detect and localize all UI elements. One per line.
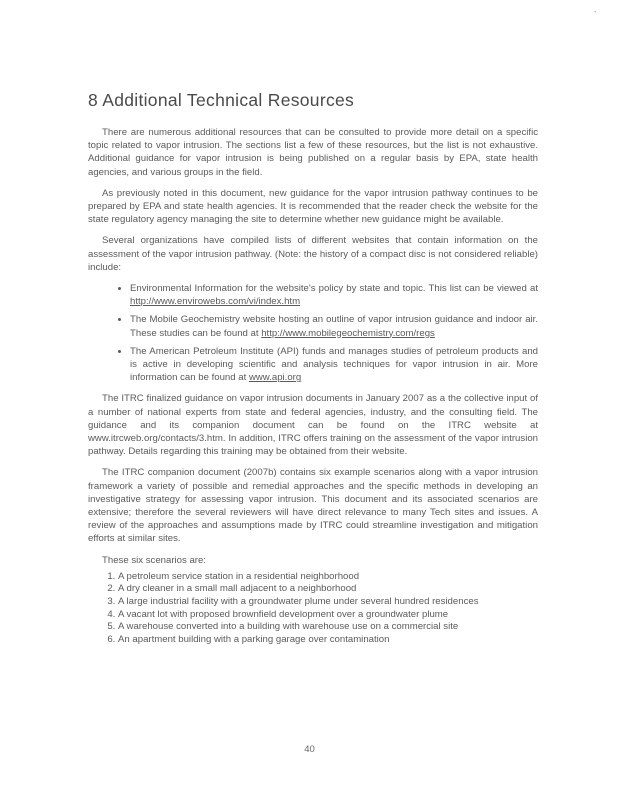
scenario-item: 4. A vacant lot with proposed brownfield development over a groundwater plume xyxy=(118,609,538,622)
resource-link[interactable]: www.api.org xyxy=(248,372,302,384)
bullet-text: The Mobile Geochemistry website hosting an outline of vapor intrusion guidance and indoor air. These studies can be found at xyxy=(130,314,538,339)
paragraph: As previously noted in this document, new guidance for the vapor intrusion pathway continues to be prepared by EPA and state health agencies. It is recommended that the reader check the website for the state regulatory agency managing the site to determine whether new guidance might be available. xyxy=(88,187,538,226)
scenario-item: 2. A dry cleaner in a small mall adjacent to a neighborhood xyxy=(118,583,538,596)
page-number: 40 xyxy=(304,744,315,755)
paragraph: The ITRC finalized guidance on vapor intrusion documents in January 2007 as a the collective input of a number of national experts from state and federal agencies, industry, and the consulting field. The guidance and its companion document can be found on the ITRC website at www.itrcweb.org/contacts/3.htm. In addition, ITRC offers training on the assessment of the vapor intrusion pathway. Details regarding this training may be obtained from their website. xyxy=(88,393,538,458)
paragraph: Several organizations have compiled lists of different websites that contain information on the assessment of the vapor intrusion pathway. (Note: the history of a compact disc is not considered reliable) include: xyxy=(88,235,538,273)
bullet-item xyxy=(130,345,538,385)
scenario-item: 1. A petroleum service station in a residential neighborhood xyxy=(118,571,538,584)
document-body xyxy=(88,126,538,646)
bullet-item xyxy=(130,282,538,308)
section-heading: 8 Additional Technical Resources xyxy=(88,90,355,110)
corner-mark: ` xyxy=(594,10,597,20)
resource-link[interactable]: http://www.mobilegeochemistry.com/regs xyxy=(261,327,435,339)
bullet-text: Environmental Information for the website's policy by state and topic. This list can be viewed at xyxy=(130,283,538,295)
paragraph: There are numerous additional resources that can be consulted to provide more detail on a specific topic related to vapor intrusion. The sections list a few of these resources, but the list is not exhaustive. Additional guidance for vapor intrusion is being published on a regular basis by EPA, state health agencies, and various groups in the field. xyxy=(88,127,538,178)
resource-link[interactable]: http://www.envirowebs.com/vi/index.htm xyxy=(130,296,301,308)
bullet-item xyxy=(130,313,538,339)
list-intro: These six scenarios are: xyxy=(102,554,206,566)
scenario-item: 6. An apartment building with a parking garage over contamination xyxy=(118,634,538,647)
scenario-item: 3. A large industrial facility with a groundwater plume under several hundred residences xyxy=(118,596,538,609)
scenario-item: 5. A warehouse converted into a building with warehouse use on a commercial site xyxy=(118,621,538,634)
scenario-list xyxy=(88,571,538,647)
resource-bullet-list xyxy=(88,282,538,384)
bullet-text: The American Petroleum Institute (API) funds and manages studies of petroleum products and is active in developing scientific and analysis techniques for vapor intrusion in air. More information can be found at xyxy=(130,345,538,384)
paragraph: The ITRC companion document (2007b) contains six example scenarios along with a vapor intrusion framework a variety of possible and remedial approaches and the specific methods in developing an investigative strategy for assessing vapor intrusion. This document and its associated scenarios are extensive; therefore the several reviewers will have direct relevance to many Tech sites and issues. A review of the approaches and assumptions made by ITRC could streamline investigation and mitigation efforts at similar sites. xyxy=(88,467,538,545)
